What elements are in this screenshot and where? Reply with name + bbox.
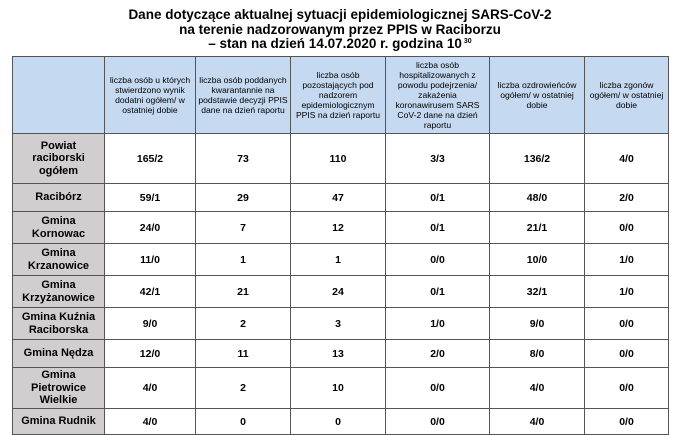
cell-quarantined: 21 (196, 276, 291, 308)
title-line-1: Dane dotyczące aktualnej sytuacji epidemiologicznej SARS-CoV-2 (128, 7, 552, 22)
cell-deaths: 1/0 (585, 244, 669, 276)
table-row (13, 184, 669, 212)
cell-recovered: 21/1 (490, 212, 585, 244)
cell-positive-cases: 9/0 (105, 308, 196, 340)
cell-recovered: 48/0 (490, 184, 585, 212)
row-label: Gmina Rudnik (13, 409, 105, 435)
cell-quarantined: 2 (196, 308, 291, 340)
table-header-row (13, 57, 669, 134)
cell-deaths: 0/0 (585, 368, 669, 409)
header-under-supervision: liczba osób pozostających pod nadzorem epidemiologicznym PPIS na dzień raportu (291, 57, 386, 134)
cell-hospitalized: 0/0 (386, 409, 490, 435)
table-row (13, 244, 669, 276)
table-row (13, 340, 669, 368)
row-label: Gmina Krzyżanowice (13, 276, 105, 308)
cell-positive-cases: 59/1 (105, 184, 196, 212)
cell-positive-cases: 12/0 (105, 340, 196, 368)
row-label: Gmina Kornowac (13, 212, 105, 244)
cell-positive-cases: 4/0 (105, 409, 196, 435)
cell-recovered: 136/2 (490, 134, 585, 184)
title-line-3-text: – stan na dzień 14.07.2020 r. godzina 10 (208, 36, 462, 51)
cell-hospitalized: 3/3 (386, 134, 490, 184)
cell-quarantined: 11 (196, 340, 291, 368)
cell-under-supervision: 3 (291, 308, 386, 340)
cell-deaths: 0/0 (585, 212, 669, 244)
cell-under-supervision: 0 (291, 409, 386, 435)
title-minutes-superscript: 30 (463, 38, 472, 45)
cell-under-supervision: 12 (291, 212, 386, 244)
cell-hospitalized: 2/0 (386, 340, 490, 368)
cell-quarantined: 1 (196, 244, 291, 276)
cell-positive-cases: 42/1 (105, 276, 196, 308)
cell-deaths: 1/0 (585, 276, 669, 308)
cell-hospitalized: 0/0 (386, 244, 490, 276)
cell-under-supervision: 110 (291, 134, 386, 184)
header-deaths: liczba zgonów ogółem/ w ostatniej dobie (585, 57, 669, 134)
cell-deaths: 4/0 (585, 134, 669, 184)
cell-under-supervision: 47 (291, 184, 386, 212)
report-title (0, 8, 680, 52)
cell-hospitalized: 0/0 (386, 368, 490, 409)
header-quarantined: liczba osób poddanych kwarantannie na podstawie decyzji PPIS dane na dzień raportu (196, 57, 291, 134)
title-line-3 (0, 37, 680, 52)
cell-recovered: 9/0 (490, 308, 585, 340)
cell-under-supervision: 13 (291, 340, 386, 368)
cell-recovered: 10/0 (490, 244, 585, 276)
cell-positive-cases: 24/0 (105, 212, 196, 244)
table-row (13, 308, 669, 340)
cell-hospitalized: 0/1 (386, 184, 490, 212)
header-recovered: liczba ozdrowieńców ogółem/ w ostatniej dobie (490, 57, 585, 134)
table-row (13, 212, 669, 244)
cell-positive-cases: 11/0 (105, 244, 196, 276)
cell-recovered: 32/1 (490, 276, 585, 308)
cell-recovered: 4/0 (490, 368, 585, 409)
title-line-2: na terenie nadzorowanym przez PPIS w Raciborzu (179, 21, 501, 37)
cell-under-supervision: 24 (291, 276, 386, 308)
cell-deaths: 0/0 (585, 308, 669, 340)
cell-quarantined: 73 (196, 134, 291, 184)
cell-hospitalized: 0/1 (386, 276, 490, 308)
row-label: Powiat raciborski ogółem (13, 134, 105, 184)
table-row (13, 368, 669, 409)
row-label: Racibórz (13, 184, 105, 212)
table-row (13, 134, 669, 184)
cell-hospitalized: 0/1 (386, 212, 490, 244)
header-positive-cases: liczba osób u których stwierdzono wynik dodatni ogółem/ w ostatniej dobie (105, 57, 196, 134)
cell-under-supervision: 10 (291, 368, 386, 409)
header-hospitalized: liczba osób hospitalizowanych z powodu podejrzenia/ zakażenia koronawirusem SARS CoV-2 dane na dzień raportu (386, 57, 490, 134)
cell-hospitalized: 1/0 (386, 308, 490, 340)
cell-quarantined: 29 (196, 184, 291, 212)
row-label: Gmina Nędza (13, 340, 105, 368)
cell-deaths: 0/0 (585, 409, 669, 435)
row-label: Gmina Pietrowice Wielkie (13, 368, 105, 409)
table-row (13, 276, 669, 308)
header-corner-cell (13, 57, 105, 134)
cell-deaths: 0/0 (585, 340, 669, 368)
table-row (13, 409, 669, 435)
row-label: Gmina Kuźnia Raciborska (13, 308, 105, 340)
cell-positive-cases: 4/0 (105, 368, 196, 409)
covid-statistics-table (12, 56, 669, 435)
cell-quarantined: 0 (196, 409, 291, 435)
cell-under-supervision: 1 (291, 244, 386, 276)
row-label: Gmina Krzanowice (13, 244, 105, 276)
cell-recovered: 8/0 (490, 340, 585, 368)
cell-quarantined: 7 (196, 212, 291, 244)
cell-recovered: 4/0 (490, 409, 585, 435)
cell-deaths: 2/0 (585, 184, 669, 212)
cell-quarantined: 2 (196, 368, 291, 409)
cell-positive-cases: 165/2 (105, 134, 196, 184)
